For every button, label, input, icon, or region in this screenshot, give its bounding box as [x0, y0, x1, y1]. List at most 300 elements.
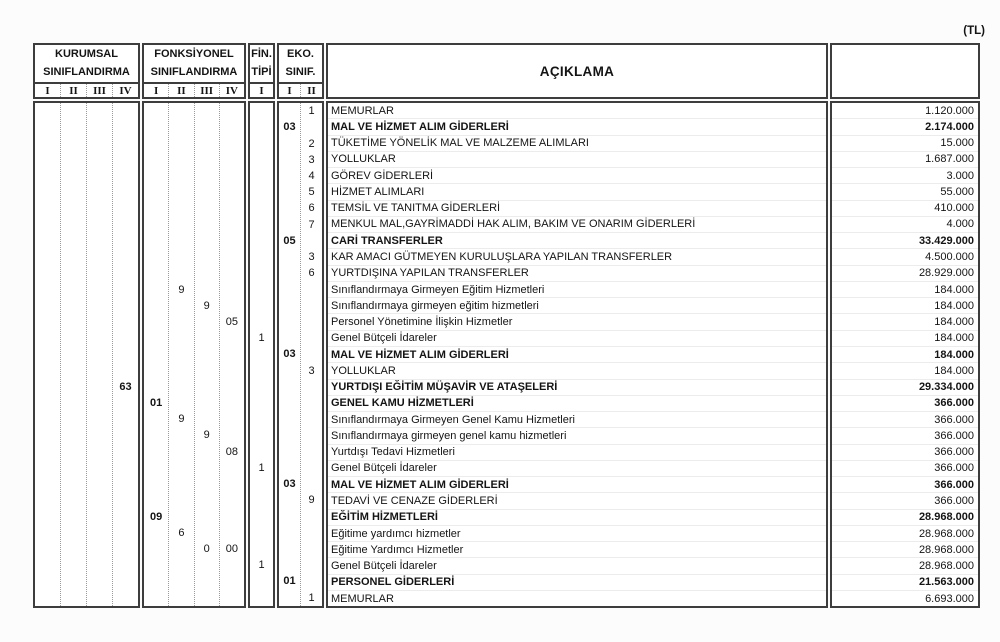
fonksiyonel-f2-cell [169, 233, 193, 249]
kurumsal-k1-cell [35, 411, 60, 427]
kurumsal-k1-cell [35, 200, 60, 216]
fin-fin-cell [250, 492, 273, 508]
kurumsal-k1-cell [35, 492, 60, 508]
fonksiyonel-f2-cell [169, 168, 193, 184]
kurumsal-k1-cell [35, 573, 60, 589]
fonksiyonel-f3-cell [195, 508, 219, 524]
fonksiyonel-f2-cell [169, 249, 193, 265]
kurumsal-k1-cell [35, 427, 60, 443]
kurumsal-k1-cell [35, 314, 60, 330]
kurumsal-k4-cell [113, 492, 138, 508]
description-cell: Sınıflandırmaya girmeyen eğitim hizmetleri [328, 297, 826, 313]
fonksiyonel-f2-cell [169, 476, 193, 492]
description-cell: CARİ TRANSFERLER [328, 232, 826, 248]
kurumsal-k3-cell [87, 508, 112, 524]
eko-e2-cell: 1 [308, 105, 315, 118]
fonksiyonel-f2-cell [169, 557, 193, 573]
amount-cell: 366.000 [832, 411, 978, 427]
fonksiyonel-f2-cell [169, 135, 193, 151]
fin-tipi-subheader [250, 82, 273, 97]
kurumsal-k1-cell [35, 541, 60, 557]
eko-e2-cell [301, 233, 322, 249]
fin-fin-cell [250, 103, 273, 119]
fonksiyonel-f3-cell [195, 314, 219, 330]
kurumsal-k4-cell [113, 168, 138, 184]
fonksiyonel-f1-cell [144, 427, 168, 443]
kurumsal-k2-cell [61, 135, 86, 151]
fonksiyonel-f1-cell [144, 541, 168, 557]
description-cell: Genel Bütçeli İdareler [328, 330, 826, 346]
amount-cell: 3.000 [832, 167, 978, 183]
kurumsal-k1-cell [35, 152, 60, 168]
kurumsal-k3-cell [87, 363, 112, 379]
kurumsal-k3-cell [87, 525, 112, 541]
fin-fin-cell [250, 119, 273, 135]
kurumsal-k3-cell [87, 590, 112, 606]
fonksiyonel-f1-cell [144, 217, 168, 233]
kurumsal-k2-cell [61, 590, 86, 606]
fonksiyonel-f4-cell [220, 590, 244, 606]
kurumsal-k2-cell [61, 363, 86, 379]
amount-cell: 184.000 [832, 330, 978, 346]
description-cell: GENEL KAMU HİZMETLERİ [328, 395, 826, 411]
fonksiyonel-f2-cell [169, 379, 193, 395]
fonksiyonel-f4-column [219, 103, 244, 606]
eko-e1-cell [279, 217, 300, 233]
fonksiyonel-f3-cell [195, 233, 219, 249]
kurumsal-k1-cell [35, 460, 60, 476]
eko-sinif-group-label [279, 45, 322, 82]
fonksiyonel-f3-cell [195, 395, 219, 411]
kurumsal-k3-cell [87, 460, 112, 476]
kurumsal-k2-cell [61, 460, 86, 476]
fonksiyonel-f3-cell [195, 200, 219, 216]
kurumsal-k3-cell [87, 427, 112, 443]
fonksiyonel-f4-cell [220, 525, 244, 541]
fonksiyonel-f2-cell [169, 152, 193, 168]
kurumsal-k1-cell [35, 217, 60, 233]
kurumsal-k3-cell [87, 249, 112, 265]
eko-e2-cell [301, 444, 322, 460]
kurumsal-k4-cell [113, 508, 138, 524]
data-fin [248, 101, 275, 608]
fin-fin-cell [250, 363, 273, 379]
fonksiyonel-f2-cell [169, 184, 193, 200]
kurumsal-k3-cell [87, 314, 112, 330]
amount-cell: 15.000 [832, 135, 978, 151]
fonksiyonel-f1-cell [144, 460, 168, 476]
fin-fin-cell [250, 217, 273, 233]
eko-e1-cell [279, 200, 300, 216]
kurumsal-k2-cell [61, 265, 86, 281]
kurumsal-k3-cell [87, 217, 112, 233]
amount-cell: 366.000 [832, 395, 978, 411]
amount-cell: 4.000 [832, 216, 978, 232]
description-cell: Genel Bütçeli İdareler [328, 557, 826, 573]
kurumsal-k4-cell [113, 200, 138, 216]
fonksiyonel-f1-cell [144, 249, 168, 265]
fonksiyonel-f2-cell [169, 265, 193, 281]
eko-e2-cell: 1 [308, 591, 315, 604]
fonksiyonel-f2-cell [169, 508, 193, 524]
fonksiyonel-f1-cell [144, 103, 168, 119]
fonksiyonel-f4-cell [220, 508, 244, 524]
kurumsal-k4-cell [113, 103, 138, 119]
kurumsal-k2-cell [61, 184, 86, 200]
fonksiyonel-f3-cell [195, 363, 219, 379]
eko-e1-cell: 03 [283, 478, 296, 491]
eko-e1-cell: 05 [283, 234, 296, 247]
fonksiyonel-f1-cell [144, 168, 168, 184]
kurumsal-col-iv-header: IV [112, 84, 138, 97]
fonksiyonel-f1-cell [144, 444, 168, 460]
fonksiyonel-f3-cell [195, 281, 219, 297]
description-cell: YURTDIŞINA YAPILAN TRANSFERLER [328, 265, 826, 281]
header-fin-tipi-group [248, 43, 275, 99]
fonksiyonel-f2-cell [169, 395, 193, 411]
amount-amount-column [832, 103, 978, 606]
eko-e2-cell: 7 [308, 218, 315, 231]
kurumsal-k3-cell [87, 476, 112, 492]
fonksiyonel-f4-cell [220, 411, 244, 427]
kurumsal-k2-cell [61, 249, 86, 265]
eko-e1-cell [279, 168, 300, 184]
kurumsal-k1-cell [35, 168, 60, 184]
kurumsal-k4-cell [113, 233, 138, 249]
kurumsal-k4-cell [113, 476, 138, 492]
data-aciklama [326, 101, 828, 608]
description-cell: HİZMET ALIMLARI [328, 183, 826, 199]
fonksiyonel-f4-cell [220, 557, 244, 573]
kurumsal-k4-cell [113, 217, 138, 233]
kurumsal-col-ii-header: II [60, 84, 86, 97]
description-cell: Sınıflandırmaya Girmeyen Eğitim Hizmetleri [328, 281, 826, 297]
fonksiyonel-f3-cell [195, 330, 219, 346]
description-cell: TÜKETİME YÖNELİK MAL VE MALZEME ALIMLARI [328, 135, 826, 151]
kurumsal-k4-cell [113, 525, 138, 541]
fonksiyonel-f1-cell [144, 363, 168, 379]
eko-e2-cell: 6 [308, 267, 315, 280]
eko-e1-cell [279, 557, 300, 573]
description-cell: GÖREV GİDERLERİ [328, 167, 826, 183]
amount-cell: 410.000 [832, 200, 978, 216]
amount-cell: 366.000 [832, 476, 978, 492]
fonksiyonel-f2-cell [169, 314, 193, 330]
fonksiyonel-f4-cell [220, 135, 244, 151]
eko-e2-cell [301, 395, 322, 411]
description-cell: Sınıflandırmaya Girmeyen Genel Kamu Hizmetleri [328, 411, 826, 427]
amount-cell: 1.687.000 [832, 151, 978, 167]
description-cell: Personel Yönetimine İlişkin Hizmetler [328, 313, 826, 329]
fonksiyonel-f1-cell [144, 525, 168, 541]
kurumsal-k1-cell [35, 525, 60, 541]
fonksiyonel-f3-cell [195, 411, 219, 427]
kurumsal-k4-cell [113, 395, 138, 411]
fonksiyonel-col-iii-header: III [194, 84, 219, 97]
fonksiyonel-f1-cell [144, 492, 168, 508]
eko-e1-cell [279, 265, 300, 281]
kurumsal-k4-cell [113, 573, 138, 589]
fin-fin-cell [250, 184, 273, 200]
fin-fin-cell [250, 346, 273, 362]
fonksiyonel-f3-cell: 0 [203, 543, 210, 556]
kurumsal-k2-cell [61, 492, 86, 508]
kurumsal-k1-cell [35, 379, 60, 395]
fonksiyonel-f4-cell [220, 249, 244, 265]
fonksiyonel-f2-cell [169, 200, 193, 216]
eko-e2-column [300, 103, 322, 606]
kurumsal-k4-cell [113, 119, 138, 135]
fin-fin-column [250, 103, 273, 606]
fonksiyonel-f3-cell [195, 265, 219, 281]
amount-cell: 6.693.000 [832, 590, 978, 606]
eko-e1-cell: 03 [283, 348, 296, 361]
amount-cell: 21.563.000 [832, 574, 978, 590]
fin-fin-cell [250, 525, 273, 541]
eko-e1-cell [279, 135, 300, 151]
eko-e1-cell [279, 525, 300, 541]
kurumsal-k1-cell [35, 346, 60, 362]
kurumsal-subheader [35, 82, 138, 97]
budget-table [33, 43, 980, 608]
fonksiyonel-f4-cell [220, 233, 244, 249]
kurumsal-k1-cell [35, 265, 60, 281]
fonksiyonel-f1-cell [144, 298, 168, 314]
kurumsal-k2-cell [61, 298, 86, 314]
eko-e1-cell [279, 152, 300, 168]
kurumsal-k1-cell [35, 476, 60, 492]
fonksiyonel-f2-cell: 9 [178, 413, 185, 426]
description-cell: PERSONEL GİDERLERİ [328, 574, 826, 590]
fonksiyonel-f3-cell: 9 [203, 299, 210, 312]
fonksiyonel-col-ii-header: II [168, 84, 193, 97]
kurumsal-k3-cell [87, 346, 112, 362]
fonksiyonel-f4-cell [220, 395, 244, 411]
kurumsal-k3-cell [87, 152, 112, 168]
eko-e2-cell [301, 346, 322, 362]
fonksiyonel-f4-cell [220, 330, 244, 346]
eko-e2-cell [301, 508, 322, 524]
kurumsal-k2-cell [61, 411, 86, 427]
kurumsal-k1-cell [35, 135, 60, 151]
eko-e1-cell [279, 184, 300, 200]
kurumsal-k1-cell [35, 119, 60, 135]
fonksiyonel-f1-cell [144, 265, 168, 281]
kurumsal-k2-cell [61, 217, 86, 233]
fonksiyonel-f1-cell [144, 590, 168, 606]
amount-cell: 4.500.000 [832, 248, 978, 264]
eko-e1-cell [279, 330, 300, 346]
kurumsal-k3-cell [87, 395, 112, 411]
description-cell: YURTDIŞI EĞİTİM MÜŞAVİR VE ATAŞELERİ [328, 379, 826, 395]
fonksiyonel-f3-cell [195, 217, 219, 233]
header-kurumsal-group [33, 43, 140, 99]
eko-e2-cell [301, 281, 322, 297]
fonksiyonel-f2-column [168, 103, 193, 606]
fonksiyonel-f4-cell [220, 184, 244, 200]
kurumsal-k4-cell [113, 330, 138, 346]
fonksiyonel-f3-cell [195, 152, 219, 168]
fin-fin-cell [250, 152, 273, 168]
amount-cell: 28.968.000 [832, 509, 978, 525]
fonksiyonel-subheader [144, 82, 244, 97]
fonksiyonel-f1-cell [144, 557, 168, 573]
eko-e2-cell [301, 460, 322, 476]
eko-e2-cell [301, 476, 322, 492]
fonksiyonel-f4-cell [220, 103, 244, 119]
description-cell: YOLLUKLAR [328, 151, 826, 167]
aciklama-desc-column [328, 103, 826, 606]
kurumsal-k3-cell [87, 411, 112, 427]
amount-cell: 184.000 [832, 362, 978, 378]
fonksiyonel-col-iv-header: IV [219, 84, 244, 97]
table-header-row [33, 43, 980, 99]
kurumsal-k1-cell [35, 444, 60, 460]
kurumsal-k3-cell [87, 184, 112, 200]
fonksiyonel-f2-cell [169, 298, 193, 314]
fonksiyonel-label-line1: FONKSİYONEL [154, 47, 234, 60]
fin-fin-cell [250, 281, 273, 297]
fonksiyonel-f4-cell [220, 363, 244, 379]
fonksiyonel-f3-cell [195, 249, 219, 265]
eko-e2-cell [301, 427, 322, 443]
fonksiyonel-f1-cell [144, 184, 168, 200]
fin-fin-cell [250, 379, 273, 395]
eko-e1-cell [279, 411, 300, 427]
fonksiyonel-f4-cell: 08 [225, 445, 238, 458]
fin-fin-cell [250, 476, 273, 492]
kurumsal-k4-cell [113, 557, 138, 573]
kurumsal-k4-cell [113, 411, 138, 427]
fin-fin-cell [250, 411, 273, 427]
eko-e1-cell [279, 281, 300, 297]
kurumsal-k3-cell [87, 573, 112, 589]
kurumsal-k3-cell [87, 200, 112, 216]
fonksiyonel-f4-cell [220, 265, 244, 281]
fonksiyonel-f1-cell [144, 200, 168, 216]
fonksiyonel-f3-cell [195, 460, 219, 476]
amount-cell: 1.120.000 [925, 104, 974, 117]
header-amount-column [830, 43, 980, 99]
kurumsal-k1-cell [35, 363, 60, 379]
fonksiyonel-f3-cell [195, 590, 219, 606]
fonksiyonel-f4-cell [220, 573, 244, 589]
amount-cell: 33.429.000 [832, 232, 978, 248]
fonksiyonel-f2-cell [169, 541, 193, 557]
kurumsal-k3-cell [87, 541, 112, 557]
kurumsal-k3-cell [87, 444, 112, 460]
kurumsal-k4-cell [113, 152, 138, 168]
kurumsal-k3-cell [87, 265, 112, 281]
data-fonksiyonel [142, 101, 246, 608]
kurumsal-k1-cell [35, 330, 60, 346]
fonksiyonel-f4-cell [220, 427, 244, 443]
fonksiyonel-f3-cell [195, 184, 219, 200]
amount-cell: 2.174.000 [832, 118, 978, 134]
amount-cell: 28.968.000 [832, 541, 978, 557]
amount-cell: 184.000 [832, 297, 978, 313]
kurumsal-k2-cell [61, 476, 86, 492]
fonksiyonel-f2-cell [169, 217, 193, 233]
description-cell: YOLLUKLAR [328, 362, 826, 378]
data-kurumsal [33, 101, 140, 608]
kurumsal-k2-cell [61, 346, 86, 362]
kurumsal-k2-cell [61, 379, 86, 395]
kurumsal-k2-cell [61, 557, 86, 573]
fonksiyonel-f4-cell [220, 281, 244, 297]
description-cell: Yurtdışı Tedavi Hizmetleri [328, 444, 826, 460]
fonksiyonel-f3-cell [195, 168, 219, 184]
kurumsal-k1-cell [35, 590, 60, 606]
fin-fin-cell: 1 [258, 559, 265, 572]
header-eko-sinif-group [277, 43, 324, 99]
kurumsal-k3-cell [87, 379, 112, 395]
kurumsal-k3-column [86, 103, 112, 606]
kurumsal-k1-column [35, 103, 60, 606]
kurumsal-k2-cell [61, 233, 86, 249]
description-cell: MENKUL MAL,GAYRİMADDİ HAK ALIM, BAKIM VE ONARIM GİDERLERİ [328, 216, 826, 232]
fonksiyonel-f2-cell [169, 573, 193, 589]
fonksiyonel-f1-cell: 09 [150, 510, 163, 523]
eko-e2-cell [301, 298, 322, 314]
fin-fin-cell [250, 590, 273, 606]
kurumsal-k4-cell [113, 135, 138, 151]
fin-fin-cell [250, 249, 273, 265]
fonksiyonel-f4-cell [220, 119, 244, 135]
amount-cell: 366.000 [832, 460, 978, 476]
eko-e2-cell: 4 [308, 169, 315, 182]
fonksiyonel-f1-cell [144, 346, 168, 362]
fonksiyonel-f2-cell [169, 460, 193, 476]
fonksiyonel-f2-cell [169, 427, 193, 443]
description-cell: TEDAVİ VE CENAZE GİDERLERİ [328, 492, 826, 508]
fonksiyonel-f3-cell [195, 525, 219, 541]
eko-e1-cell [279, 541, 300, 557]
eko-e1-cell [279, 460, 300, 476]
fonksiyonel-label-line2: SINIFLANDIRMA [150, 65, 238, 78]
kurumsal-k3-cell [87, 135, 112, 151]
fonksiyonel-f1-cell [144, 314, 168, 330]
eko-e1-cell [279, 249, 300, 265]
kurumsal-k2-cell [61, 573, 86, 589]
fin-fin-cell: 1 [258, 461, 265, 474]
kurumsal-k2-cell [61, 330, 86, 346]
fonksiyonel-f4-cell [220, 476, 244, 492]
kurumsal-k1-cell [35, 184, 60, 200]
fonksiyonel-f1-cell [144, 573, 168, 589]
fin-fin-cell [250, 265, 273, 281]
amount-cell: 366.000 [832, 492, 978, 508]
kurumsal-col-iii-header: III [86, 84, 112, 97]
amount-cell: 28.968.000 [832, 525, 978, 541]
fonksiyonel-f3-cell [195, 379, 219, 395]
fonksiyonel-f3-cell [195, 557, 219, 573]
eko-col-i-header: I [287, 84, 292, 97]
eko-e2-cell: 9 [308, 494, 315, 507]
kurumsal-k3-cell [87, 168, 112, 184]
eko-e1-cell [279, 590, 300, 606]
amount-cell: 366.000 [832, 427, 978, 443]
kurumsal-k4-cell [113, 590, 138, 606]
kurumsal-k1-cell [35, 103, 60, 119]
kurumsal-k4-cell [113, 444, 138, 460]
description-cell: MAL VE HİZMET ALIM GİDERLERİ [328, 346, 826, 362]
fonksiyonel-f4-cell [220, 460, 244, 476]
description-cell: Eğitime Yardımcı Hizmetler [328, 541, 826, 557]
eko-sinif-label-line1: EKO. [287, 47, 314, 60]
header-aciklama: AÇIKLAMA [326, 43, 828, 99]
fonksiyonel-col-i-header: I [153, 84, 159, 97]
